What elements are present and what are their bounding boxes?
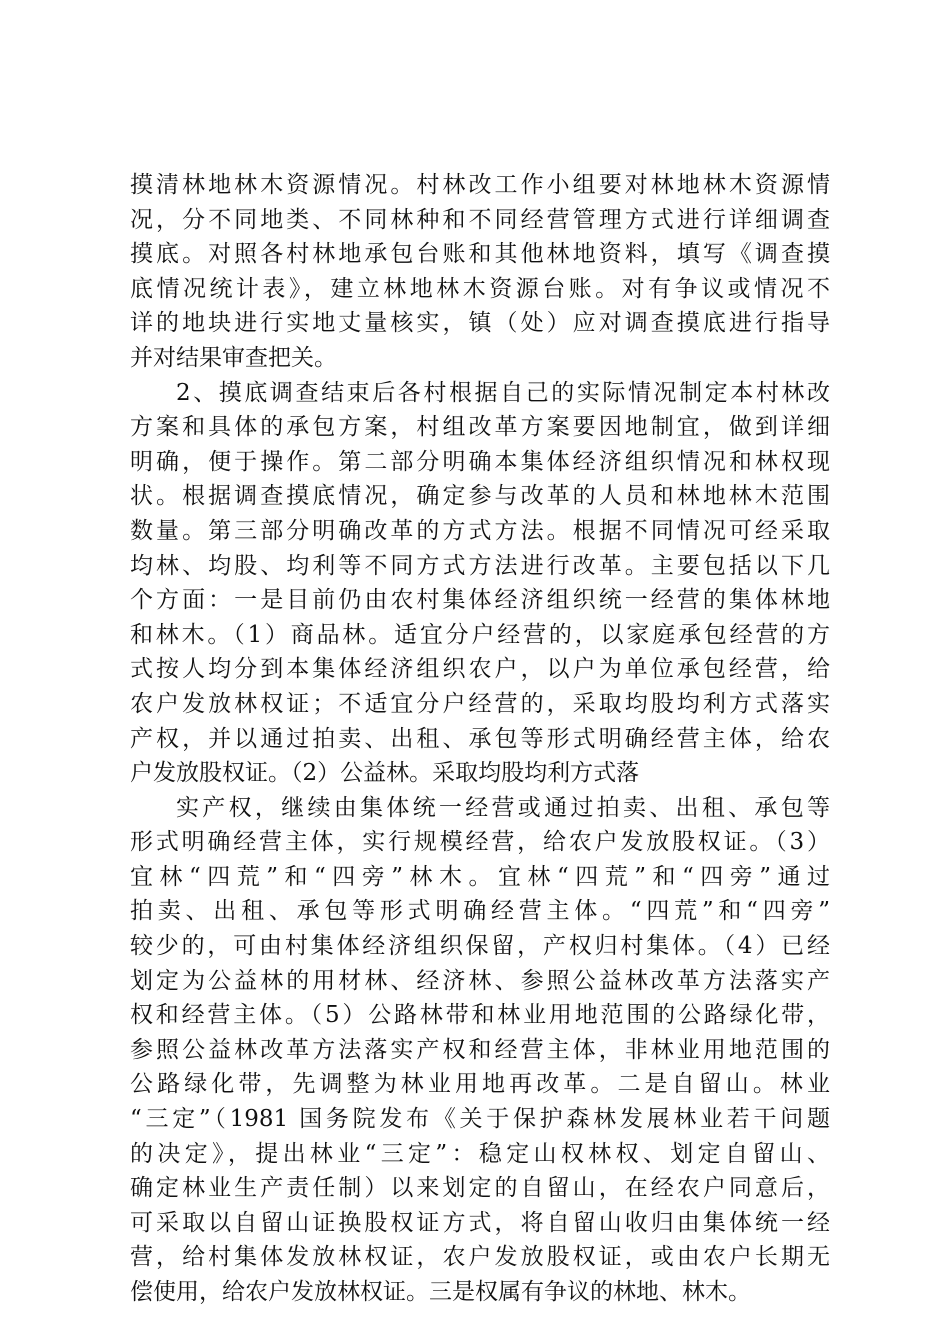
text-line: 和林木。（1）商品林。适宜分户经营的，以家庭承包经营的方 (130, 621, 830, 648)
text-line: 摸清林地林木资源情况。村林改工作小组要对林地林木资源情 (130, 172, 830, 198)
text-line: 况，分不同地类、不同林种和不同经营管理方式进行详细调查 (130, 206, 830, 233)
text-line: 均林、均股、均利等不同方式方法进行改革。主要包括以下几 (130, 552, 830, 579)
text-line: 拍卖、出租、承包等形式明确经营主体。“四荒”和“四旁” (130, 898, 830, 925)
text-line: 划定为公益林的用材林、经济林、参照公益林改革方法落实产 (130, 967, 830, 994)
text-line: 详的地块进行实地丈量核实，镇（处）应对调查摸底进行指导 (130, 310, 830, 337)
text-line: 式按人均分到本集体经济组织农户，以户为单位承包经营，给 (130, 656, 830, 683)
text-line: 数量。第三部分明确改革的方式方法。根据不同情况可经采取 (130, 517, 830, 544)
text-line: 权和经营主体。（5）公路林带和林业用地范围的公路绿化带， (130, 1002, 830, 1029)
text-line: 的决定》，提出林业“三定”：稳定山权林权、划定自留山、 (130, 1140, 830, 1167)
text-line: 户发放股权证。（2）公益林。采取均股均利方式落 (130, 760, 640, 787)
text-line: 状。根据调查摸底情况，确定参与改革的人员和林地林木范围 (130, 483, 830, 510)
text-line: 公路绿化带，先调整为林业用地再改革。二是自留山。林业 (130, 1071, 830, 1098)
text-line: 宜林“四荒”和“四旁”林木。宜林“四荒”和“四旁”通过 (130, 863, 830, 890)
text-line: 明确，便于操作。第二部分明确本集体经济组织情况和林权现 (130, 448, 830, 475)
text-line: 方案和具体的承包方案，村组改革方案要因地制宜，做到详细 (130, 414, 830, 441)
text-line: 摸底。对照各村林地承包台账和其他林地资料，填写《调查摸 (130, 241, 830, 268)
text-line: 偿使用，给农户发放林权证。三是权属有争议的林地、林木。 (130, 1279, 751, 1305)
text-line: “三定”（1981 国务院发布《关于保护森林发展林业若干问题 (130, 1106, 830, 1133)
paragraph (130, 376, 830, 791)
text-line: 形式明确经营主体，实行规模经营，给农户发放股权证。（3） (130, 829, 830, 856)
text-line: 确定林业生产责任制）以来划定的自留山，在经农户同意后， (130, 1175, 830, 1202)
text-line: 个方面：一是目前仍由农村集体经济组织统一经营的集体林地 (130, 587, 830, 614)
paragraph (130, 168, 830, 376)
text-line: 产权，并以通过拍卖、出租、承包等形式明确经营主体，给农 (130, 725, 830, 752)
text-line: 2、摸底调查结束后各村根据自己的实际情况制定本村林改 (176, 379, 830, 406)
text-line: 可采取以自留山证换股权证方式，将自留山收归由集体统一经 (130, 1209, 830, 1236)
text-line: 营，给村集体发放林权证，农户发放股权证，或由农户长期无 (130, 1244, 830, 1271)
document-body (130, 168, 830, 1310)
text-line: 实产权，继续由集体统一经营或通过拍卖、出租、承包等 (176, 794, 830, 821)
text-line: 参照公益林改革方法落实产权和经营主体，非林业用地范围的 (130, 1036, 830, 1063)
paragraph (130, 791, 830, 1310)
text-line: 较少的，可由村集体经济组织保留，产权归村集体。（4）已经 (130, 933, 830, 960)
text-line: 底情况统计表》，建立林地林木资源台账。对有争议或情况不 (130, 275, 830, 302)
text-line: 并对结果审查把关。 (130, 344, 337, 371)
text-line: 农户发放林权证；不适宜分户经营的，采取均股均利方式落实 (130, 690, 830, 717)
